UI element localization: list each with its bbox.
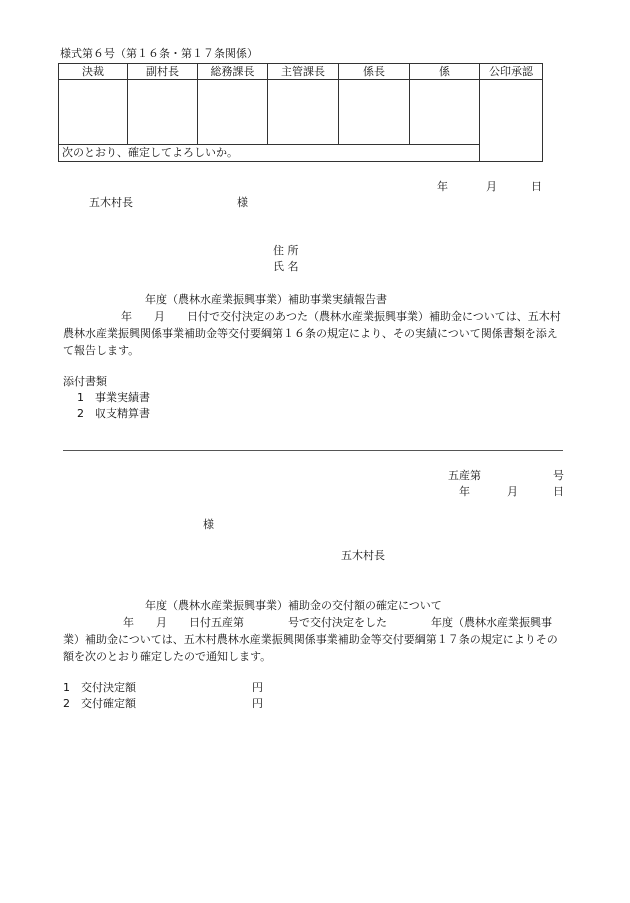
report-addressee: 五木村長 bbox=[89, 196, 133, 209]
notice-date-day: 日 bbox=[553, 485, 564, 498]
notice-sender: 五木村長 bbox=[341, 549, 385, 562]
report-date-day: 日 bbox=[531, 180, 542, 193]
header-staff: 係 bbox=[410, 64, 480, 80]
stamp-cell bbox=[198, 80, 268, 145]
address-label: 住 所 bbox=[273, 244, 299, 257]
notice-body bbox=[63, 614, 567, 665]
report-date-year: 年 bbox=[437, 180, 448, 193]
stamp-cell bbox=[339, 80, 410, 145]
notice-date-month: 月 bbox=[507, 485, 518, 498]
header-seal-approval: 公印承認 bbox=[480, 64, 543, 80]
name-label: 氏 名 bbox=[273, 260, 299, 273]
notice-body-text: 年 月 日付五産第 号で交付決定をした 年度（農林水産業振興事業）補助金については、五木村農林水産業振興関係事業補助金等交付要綱第１７条の規定によりその額を次のとおり確定したので通知します。 bbox=[63, 616, 558, 663]
header-general-affairs-chief: 総務課長 bbox=[198, 64, 268, 80]
approval-stamp-row bbox=[59, 80, 543, 145]
section-divider bbox=[63, 450, 563, 451]
header-subsection-chief: 係長 bbox=[339, 64, 410, 80]
stamp-cell bbox=[410, 80, 480, 145]
attachments-label: 添付書類 bbox=[63, 375, 107, 388]
stamp-cell bbox=[128, 80, 198, 145]
notice-honorific: 様 bbox=[203, 518, 214, 531]
notice-number-prefix: 五産第 bbox=[448, 469, 481, 482]
notice-date-year: 年 bbox=[459, 485, 470, 498]
notice-title: 年度（農林水産業振興事業）補助金の交付額の確定について bbox=[145, 599, 442, 612]
stamp-cell bbox=[268, 80, 339, 145]
confirmed-amount-unit: 円 bbox=[252, 697, 263, 710]
approval-note-row bbox=[59, 145, 543, 162]
decided-amount-unit: 円 bbox=[252, 681, 263, 694]
stamp-cell bbox=[59, 80, 128, 145]
notice-number-suffix: 号 bbox=[553, 469, 564, 482]
report-body bbox=[63, 308, 567, 359]
report-date-month: 月 bbox=[486, 180, 497, 193]
confirmed-amount-label: 2 交付確定額 bbox=[63, 697, 136, 710]
header-vice-mayor: 副村長 bbox=[128, 64, 198, 80]
attachment-item: 2 収支精算書 bbox=[77, 407, 150, 420]
report-body-text: 年 月 日付で交付決定のあつた（農林水産業振興事業）補助金については、五木村農林水産業振興関係事業補助金等交付要綱第１６条の規定により、その実績について関係書類を添えて報告します。 bbox=[63, 310, 561, 357]
form-title: 様式第６号（第１６条・第１７条関係） bbox=[60, 47, 258, 60]
header-kessai: 決裁 bbox=[59, 64, 128, 80]
approval-header-row bbox=[59, 64, 543, 80]
attachment-item: 1 事業実績書 bbox=[77, 391, 150, 404]
report-title: 年度（農林水産業振興事業）補助事業実績報告書 bbox=[145, 293, 387, 306]
header-section-chief: 主管課長 bbox=[268, 64, 339, 80]
report-honorific: 様 bbox=[237, 196, 248, 209]
approval-table bbox=[58, 63, 543, 162]
stamp-cell bbox=[480, 80, 543, 162]
decided-amount-label: 1 交付決定額 bbox=[63, 681, 136, 694]
approval-note: 次のとおり、確定してよろしいか。 bbox=[59, 145, 480, 162]
